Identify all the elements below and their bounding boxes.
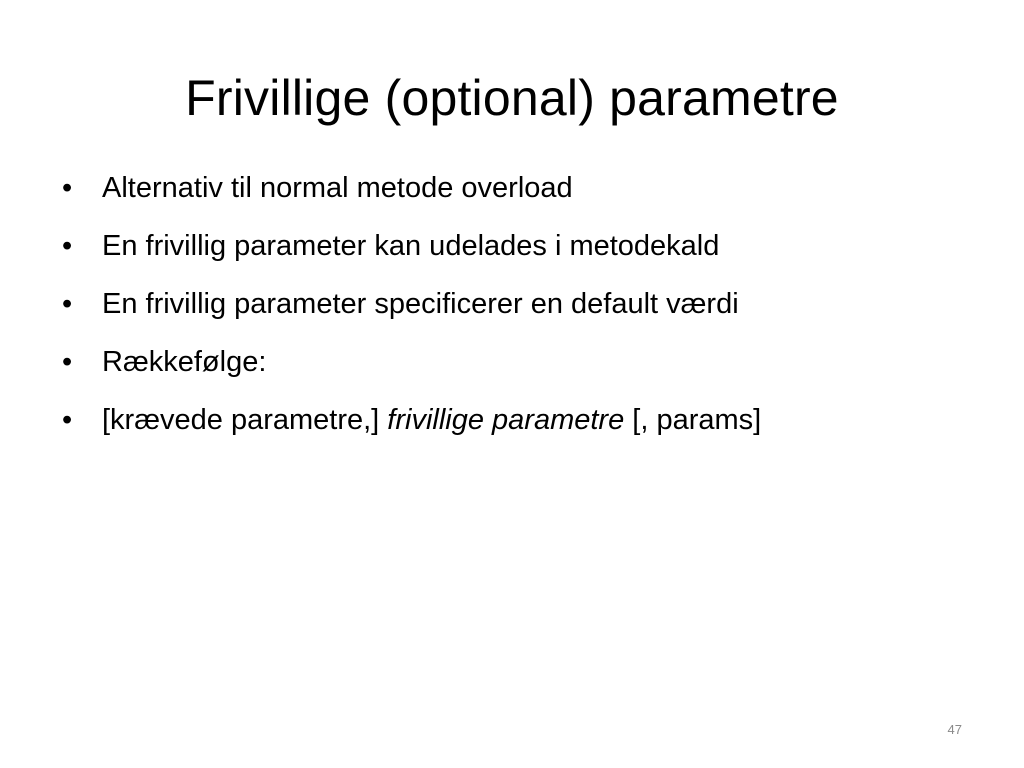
bullet-icon: • — [62, 404, 73, 436]
page-number: 47 — [947, 722, 962, 737]
bullet-icon: • — [62, 288, 73, 320]
bullet-text-params: [, params] — [624, 404, 762, 436]
bullet-item — [58, 160, 988, 218]
bullet-item — [58, 392, 988, 450]
bullet-icon: • — [62, 230, 73, 262]
bullet-item — [58, 218, 988, 276]
bullet-text-required: [krævede parametre,] — [102, 404, 388, 436]
bullet-list — [58, 160, 988, 450]
bullet-text: Alternativ til normal metode overload — [102, 172, 573, 204]
bullet-item — [58, 334, 988, 392]
bullet-icon: • — [62, 172, 73, 204]
bullet-text: En frivillig parameter kan udelades i metodekald — [102, 230, 720, 262]
bullet-text: Rækkefølge: — [102, 346, 267, 378]
bullet-text: En frivillig parameter specificerer en default værdi — [102, 288, 739, 320]
bullet-icon: • — [62, 346, 73, 378]
bullet-text-optional-italic: frivillige parametre — [387, 404, 625, 436]
slide-title: Frivillige (optional) parametre — [185, 70, 839, 126]
bullet-item — [58, 276, 988, 334]
